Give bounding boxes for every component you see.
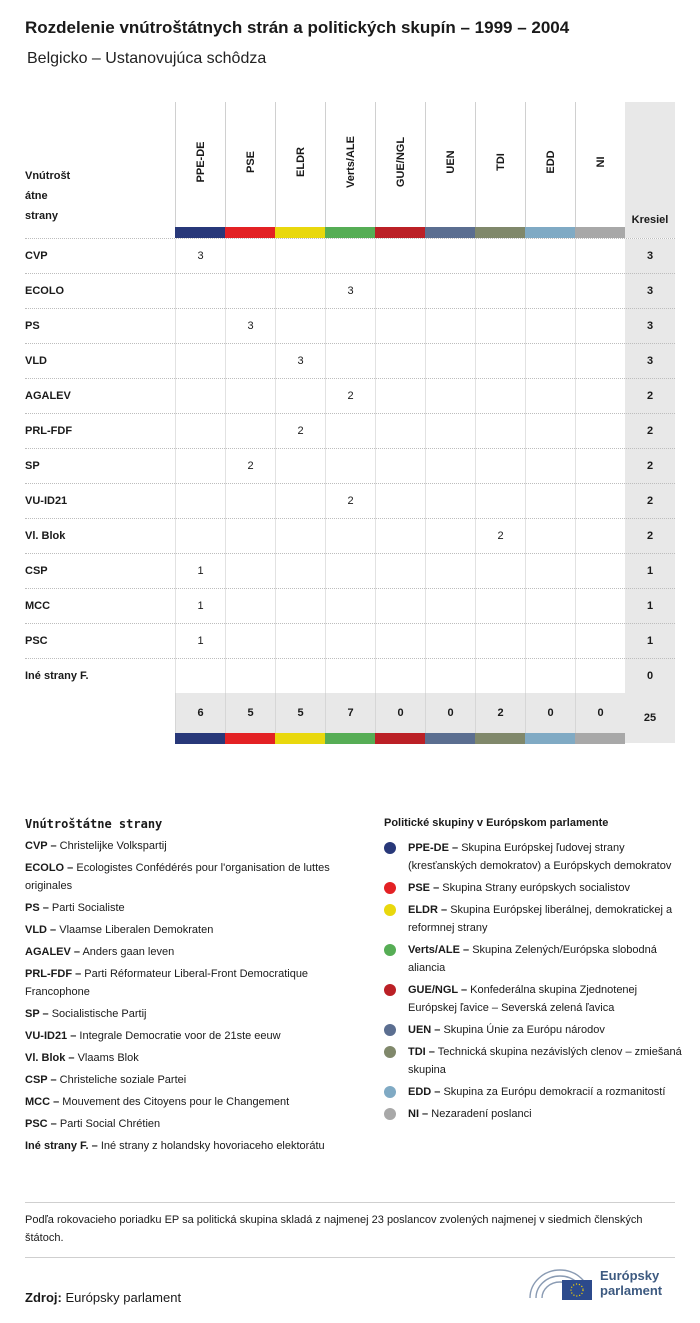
- group-abbr: EDD –: [408, 1086, 441, 1098]
- seat-cell: [525, 484, 575, 519]
- party-name: CSP: [25, 565, 48, 577]
- seat-cell: [275, 379, 325, 414]
- group-color-bar: [325, 733, 375, 744]
- seat-cell: [325, 344, 375, 379]
- group-color-dot-icon: [384, 882, 396, 894]
- seat-cell: 2: [325, 484, 375, 519]
- seat-cell: [525, 624, 575, 659]
- seat-cell: [175, 344, 225, 379]
- hemicycle-icon: [528, 1264, 592, 1302]
- party-full-name: Christeliche soziale Partei: [59, 1074, 187, 1086]
- column-header: [225, 102, 275, 227]
- party-full-name: Anders gaan leven: [82, 946, 175, 958]
- party-abbr: VU-ID21 –: [25, 1030, 77, 1042]
- party-name: PS: [25, 320, 40, 332]
- group-full-name: Konfederálna skupina Zjednotenej Európskej ľavice – Severská zelená ľavica: [408, 984, 638, 1014]
- seat-cell: 2: [475, 519, 525, 554]
- group-legend-item: [384, 941, 684, 977]
- column-header-label: TDI: [494, 153, 507, 171]
- seat-cell: [475, 344, 525, 379]
- row-header-line: strany: [25, 210, 59, 222]
- party-abbr: ECOLO –: [25, 862, 74, 874]
- column-header-label: PSE: [244, 150, 257, 174]
- column-total: 0: [575, 693, 625, 733]
- group-legend-item: [384, 839, 684, 875]
- group-full-name: Skupina Zelených/Európska slobodná aliancia: [408, 944, 657, 974]
- column-header-label: Verts/ALE: [344, 136, 357, 188]
- seat-cell: [175, 519, 225, 554]
- party-legend-item: [25, 921, 365, 939]
- party-abbr: Vl. Blok –: [25, 1052, 75, 1064]
- seat-cell: [575, 274, 625, 309]
- seat-cell: [175, 274, 225, 309]
- table-row: [25, 658, 675, 693]
- party-legend-item: [25, 1137, 365, 1155]
- page-title: Rozdelenie vnútroštátnych strán a politických skupín – 1999 – 2004: [25, 18, 570, 37]
- column-total: 0: [525, 693, 575, 733]
- seat-cell: 3: [275, 344, 325, 379]
- row-total: 1: [625, 589, 675, 624]
- seat-cell: [225, 239, 275, 274]
- source-value: Európsky parlament: [65, 1290, 182, 1305]
- party-name: VLD: [25, 355, 47, 367]
- seat-cell: 3: [175, 239, 225, 274]
- row-total: 3: [625, 309, 675, 344]
- column-total: 5: [225, 693, 275, 733]
- total-column-header: Kresiel: [625, 102, 675, 238]
- page-subtitle: Belgicko – Ustanovujúca schôdza: [27, 50, 267, 67]
- seat-cell: [575, 239, 625, 274]
- party-legend-item: [25, 859, 365, 895]
- seat-cell: [375, 484, 425, 519]
- seat-cell: [425, 309, 475, 344]
- seat-cell: [475, 484, 525, 519]
- group-color-dot-icon: [384, 1024, 396, 1036]
- table-row: [25, 378, 675, 413]
- column-header: [425, 102, 475, 227]
- seat-cell: [425, 484, 475, 519]
- row-header-line: átne: [25, 190, 48, 202]
- seat-cell: [175, 379, 225, 414]
- seat-cell: [175, 659, 225, 694]
- group-abbr: GUE/NGL –: [408, 984, 468, 996]
- table-row: [25, 448, 675, 483]
- seat-cell: [475, 659, 525, 694]
- column-header: [325, 102, 375, 227]
- group-abbr: ELDR –: [408, 904, 448, 916]
- seat-cell: [575, 519, 625, 554]
- group-color-bar: [225, 227, 275, 238]
- group-color-bar: [375, 733, 425, 744]
- seat-cell: [225, 484, 275, 519]
- seat-cell: [575, 379, 625, 414]
- party-legend-item: [25, 1093, 365, 1111]
- party-full-name: Parti Réformateur Liberal-Front Democratique Francophone: [25, 968, 309, 998]
- seat-cell: 1: [175, 589, 225, 624]
- party-full-name: Ecologistes Confédérés pour l'organisation de luttes originales: [25, 862, 330, 892]
- seat-cell: [275, 484, 325, 519]
- group-full-name: Technická skupina nezávislých clenov – zmiešaná skupina: [408, 1046, 682, 1076]
- party-name: PRL-FDF: [25, 425, 73, 437]
- group-abbr: Verts/ALE –: [408, 944, 470, 956]
- group-legend-item: [384, 901, 684, 937]
- group-color-bar: [275, 227, 325, 238]
- seat-cell: [425, 449, 475, 484]
- group-abbr: PPE-DE –: [408, 842, 459, 854]
- column-header-label: EDD: [544, 150, 557, 174]
- table-row: [25, 238, 675, 273]
- table-row: [25, 308, 675, 343]
- seat-cell: [475, 589, 525, 624]
- seat-cell: [425, 239, 475, 274]
- group-color-dot-icon: [384, 904, 396, 916]
- seat-cell: [525, 414, 575, 449]
- seat-cell: [375, 309, 425, 344]
- party-full-name: Vlaamse Liberalen Demokraten: [59, 924, 214, 936]
- seat-cell: [425, 659, 475, 694]
- seat-cell: [175, 414, 225, 449]
- row-total: 3: [625, 274, 675, 309]
- group-legend-item: [384, 1083, 684, 1101]
- table-row: [25, 273, 675, 308]
- party-name: PSC: [25, 635, 48, 647]
- seat-cell: [325, 309, 375, 344]
- party-legend-item: [25, 1049, 365, 1067]
- seat-cell: [575, 344, 625, 379]
- seat-cell: [475, 414, 525, 449]
- column-header-label: UEN: [444, 150, 457, 174]
- seat-cell: [325, 554, 375, 589]
- party-legend-item: [25, 899, 365, 917]
- group-color-bar: [575, 733, 625, 744]
- row-header: [25, 166, 85, 226]
- seat-cell: [175, 309, 225, 344]
- seat-cell: [575, 589, 625, 624]
- seat-cell: [225, 414, 275, 449]
- group-color-dot-icon: [384, 1108, 396, 1120]
- seat-cell: [525, 449, 575, 484]
- group-legend-heading: Politické skupiny v Európskom parlamente: [384, 817, 609, 829]
- row-total: 2: [625, 519, 675, 554]
- seat-cell: [575, 554, 625, 589]
- group-abbr: UEN –: [408, 1024, 441, 1036]
- seat-cell: 1: [175, 624, 225, 659]
- seat-cell: [275, 449, 325, 484]
- seat-cell: [525, 519, 575, 554]
- seat-cell: [525, 589, 575, 624]
- group-color-dot-icon: [384, 1086, 396, 1098]
- seat-cell: [325, 414, 375, 449]
- group-legend-item: [384, 1021, 684, 1039]
- row-total: 2: [625, 379, 675, 414]
- seat-cell: [275, 239, 325, 274]
- seat-cell: [475, 379, 525, 414]
- party-legend-heading: Vnútroštátne strany: [25, 817, 163, 831]
- group-abbr: NI –: [408, 1108, 429, 1120]
- seat-cell: [275, 554, 325, 589]
- row-total: 2: [625, 414, 675, 449]
- european-parliament-logo-icon: [528, 1264, 678, 1304]
- group-legend: [384, 817, 684, 1127]
- seat-cell: [225, 379, 275, 414]
- column-total: 0: [375, 693, 425, 733]
- seat-cell: [375, 519, 425, 554]
- column-total: 2: [475, 693, 525, 733]
- group-full-name: Skupina za Európu demokracií a rozmanitostí: [443, 1086, 666, 1098]
- table-row: [25, 343, 675, 378]
- group-full-name: Nezaradení poslanci: [431, 1108, 532, 1120]
- seat-cell: [425, 344, 475, 379]
- group-color-bar: [375, 227, 425, 238]
- seat-cell: [525, 309, 575, 344]
- source: [25, 1290, 181, 1305]
- party-legend-item: [25, 943, 365, 961]
- seat-cell: [325, 659, 375, 694]
- party-abbr: SP –: [25, 1008, 49, 1020]
- seat-cell: [375, 624, 425, 659]
- row-total: 1: [625, 624, 675, 659]
- group-full-name: Skupina Únie za Európu národov: [443, 1024, 605, 1036]
- seat-cell: [275, 624, 325, 659]
- seat-cell: [325, 519, 375, 554]
- seat-cell: [225, 274, 275, 309]
- party-name: AGALEV: [25, 390, 71, 402]
- seat-cell: [275, 519, 325, 554]
- column-header-label: ELDR: [294, 147, 307, 177]
- column-header-label: GUE/NGL: [394, 136, 407, 188]
- logo-line: Európsky: [600, 1268, 660, 1283]
- column-total: 6: [175, 693, 225, 733]
- seat-cell: [375, 239, 425, 274]
- row-total: 2: [625, 449, 675, 484]
- seat-cell: [425, 624, 475, 659]
- party-name: MCC: [25, 600, 51, 612]
- group-color-bar: [225, 733, 275, 744]
- party-full-name: Parti Socialiste: [51, 902, 125, 914]
- group-full-name: Skupina Strany európskych socialistov: [442, 882, 630, 894]
- seat-cell: [475, 274, 525, 309]
- group-full-name: Skupina Európskej liberálnej, demokratickej a reformnej strany: [408, 904, 673, 934]
- group-color-bar: [425, 227, 475, 238]
- row-total: 3: [625, 344, 675, 379]
- party-full-name: Vlaams Blok: [77, 1052, 139, 1064]
- group-abbr: TDI –: [408, 1046, 435, 1058]
- seat-cell: [275, 309, 325, 344]
- seat-cell: [525, 239, 575, 274]
- seat-cell: [575, 624, 625, 659]
- party-abbr: VLD –: [25, 924, 57, 936]
- party-full-name: Parti Social Chrétien: [59, 1118, 161, 1130]
- party-abbr: PS –: [25, 902, 49, 914]
- party-abbr: CSP –: [25, 1074, 57, 1086]
- seat-cell: [425, 589, 475, 624]
- seat-cell: [225, 624, 275, 659]
- party-full-name: Integrale Democratie voor de 21ste eeuw: [79, 1030, 281, 1042]
- seat-cell: [475, 554, 525, 589]
- group-color-bar: [575, 227, 625, 238]
- group-color-bar: [475, 733, 525, 744]
- seat-cell: [225, 519, 275, 554]
- party-name: Vl. Blok: [25, 530, 66, 542]
- seat-cell: [525, 274, 575, 309]
- seat-cell: [575, 414, 625, 449]
- party-legend: [25, 817, 365, 1159]
- seat-cell: [325, 449, 375, 484]
- table-row: [25, 588, 675, 623]
- logo-line: parlament: [600, 1283, 663, 1298]
- party-full-name: Iné strany z holandsky hovoriaceho elektorátu: [100, 1140, 325, 1152]
- party-legend-item: [25, 837, 365, 855]
- seat-cell: [425, 414, 475, 449]
- party-full-name: Socialistische Partij: [51, 1008, 147, 1020]
- table-row: [25, 518, 675, 553]
- party-legend-item: [25, 1027, 365, 1045]
- party-name: ECOLO: [25, 285, 65, 297]
- party-abbr: MCC –: [25, 1096, 60, 1108]
- seat-cell: [475, 624, 525, 659]
- seat-cell: [575, 309, 625, 344]
- party-abbr: PRL-FDF –: [25, 968, 82, 980]
- column-header: [275, 102, 325, 227]
- seat-cell: 3: [325, 274, 375, 309]
- party-abbr: AGALEV –: [25, 946, 81, 958]
- seat-cell: [225, 344, 275, 379]
- seat-cell: [375, 344, 425, 379]
- group-color-bar: [325, 227, 375, 238]
- group-color-bar: [175, 733, 225, 744]
- party-abbr: CVP –: [25, 840, 57, 852]
- group-abbr: PSE –: [408, 882, 440, 894]
- table-row: [25, 623, 675, 658]
- party-legend-item: [25, 1005, 365, 1023]
- group-color-dot-icon: [384, 984, 396, 996]
- party-name: CVP: [25, 250, 48, 262]
- group-color-bar: [525, 227, 575, 238]
- row-total: 3: [625, 239, 675, 274]
- seat-cell: [225, 589, 275, 624]
- column-header: [375, 102, 425, 227]
- group-legend-item: [384, 1105, 684, 1123]
- seat-cell: 2: [325, 379, 375, 414]
- seat-cell: [375, 274, 425, 309]
- seat-cell: [375, 554, 425, 589]
- seat-cell: [475, 309, 525, 344]
- seat-cell: [375, 449, 425, 484]
- column-total: 0: [425, 693, 475, 733]
- seat-cell: [575, 659, 625, 694]
- group-color-bar: [175, 227, 225, 238]
- source-label: Zdroj:: [25, 1290, 62, 1305]
- column-total: 5: [275, 693, 325, 733]
- seat-cell: [425, 379, 475, 414]
- row-total: 0: [625, 659, 675, 694]
- seat-cell: [175, 449, 225, 484]
- seat-cell: [575, 449, 625, 484]
- column-header-label: PPE-DE: [194, 141, 207, 183]
- party-abbr: PSC –: [25, 1118, 57, 1130]
- group-color-bar: [425, 733, 475, 744]
- group-legend-item: [384, 1043, 684, 1079]
- seat-cell: [475, 239, 525, 274]
- seat-cell: [275, 589, 325, 624]
- group-full-name: Skupina Európskej ľudovej strany (kresťanských demokratov) a Európskych demokratov: [408, 842, 672, 872]
- row-total: 2: [625, 484, 675, 519]
- column-header: [175, 102, 225, 227]
- seat-cell: 2: [275, 414, 325, 449]
- party-legend-item: [25, 1071, 365, 1089]
- seat-cell: [375, 379, 425, 414]
- group-color-dot-icon: [384, 944, 396, 956]
- column-header: [475, 102, 525, 227]
- seat-cell: [525, 554, 575, 589]
- seat-cell: [475, 449, 525, 484]
- group-color-bar: [275, 733, 325, 744]
- party-name: VU-ID21: [25, 495, 68, 507]
- seat-cell: [325, 624, 375, 659]
- seat-cell: [325, 239, 375, 274]
- party-name: SP: [25, 460, 40, 472]
- grand-total: 25: [625, 693, 675, 743]
- seat-cell: [275, 274, 325, 309]
- footnote: Podľa rokovacieho poriadku EP sa politická skupina skladá z najmenej 23 poslancov zvolených najmenej v siedmich členských štátoch.: [25, 1202, 675, 1258]
- seat-cell: [525, 659, 575, 694]
- seat-cell: [375, 414, 425, 449]
- party-full-name: Christelijke Volkspartij: [59, 840, 167, 852]
- seat-cell: [375, 589, 425, 624]
- logo-text: [600, 1268, 662, 1298]
- column-total: 7: [325, 693, 375, 733]
- table-row: [25, 413, 675, 448]
- table-row: [25, 553, 675, 588]
- party-legend-item: [25, 1115, 365, 1133]
- party-full-name: Mouvement des Citoyens pour le Changement: [62, 1096, 290, 1108]
- party-legend-item: [25, 965, 365, 1001]
- seat-cell: [175, 484, 225, 519]
- column-header: [575, 102, 625, 227]
- party-abbr: Iné strany F. –: [25, 1140, 98, 1152]
- row-header-line: Vnútrošt: [25, 170, 71, 182]
- seat-cell: [275, 659, 325, 694]
- group-color-bar: [525, 733, 575, 744]
- row-total: 1: [625, 554, 675, 589]
- column-header: [525, 102, 575, 227]
- group-color-dot-icon: [384, 842, 396, 854]
- column-header-label: NI: [594, 156, 607, 168]
- seat-cell: [225, 554, 275, 589]
- seat-cell: [225, 659, 275, 694]
- seat-cell: 3: [225, 309, 275, 344]
- seat-cell: [425, 274, 475, 309]
- seat-cell: [575, 484, 625, 519]
- seat-cell: 2: [225, 449, 275, 484]
- group-legend-item: [384, 879, 684, 897]
- seat-cell: 1: [175, 554, 225, 589]
- table-row: [25, 483, 675, 518]
- seat-cell: [525, 379, 575, 414]
- group-legend-item: [384, 981, 684, 1017]
- seat-cell: [375, 659, 425, 694]
- column-totals-row: [175, 693, 625, 733]
- group-color-dot-icon: [384, 1046, 396, 1058]
- seat-cell: [325, 589, 375, 624]
- seat-cell: [425, 554, 475, 589]
- seat-cell: [425, 519, 475, 554]
- group-color-bar: [475, 227, 525, 238]
- seat-cell: [525, 344, 575, 379]
- party-name: Iné strany F.: [25, 670, 89, 682]
